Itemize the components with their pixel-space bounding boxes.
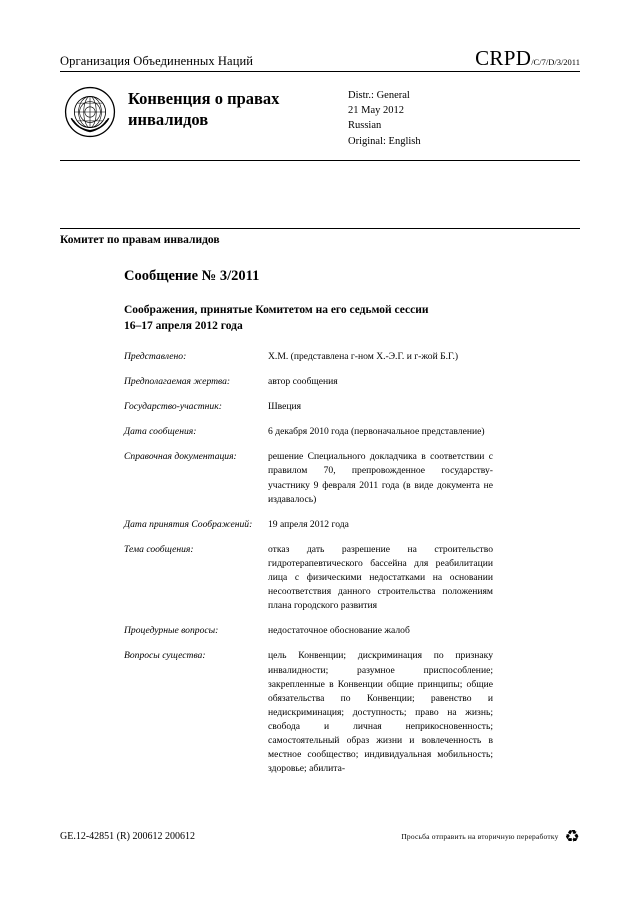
views-heading-line-1: Соображения, принятые Комитетом на его седьмой сессии xyxy=(124,304,429,316)
masthead xyxy=(60,48,580,69)
case-detail-value: 6 декабря 2010 года (первоначальное представление) xyxy=(268,426,485,438)
header-rule-top xyxy=(60,71,580,72)
case-detail-row xyxy=(124,450,554,506)
job-number: GE.12-42851 (R) 200612 200612 xyxy=(60,831,195,842)
recycle-note-text: Просьба отправить на вторичную переработку xyxy=(401,832,559,841)
case-detail-label: Справочная документация: xyxy=(124,451,237,463)
case-detail-label: Дата сообщения: xyxy=(124,426,197,438)
distribution-language: Russian xyxy=(348,120,382,132)
body-rule xyxy=(60,228,580,229)
case-detail-value: недостаточное обоснование жалоб xyxy=(268,625,410,637)
case-detail-row xyxy=(124,400,554,414)
case-detail-row xyxy=(124,375,554,389)
case-detail-label: Предполагаемая жертва: xyxy=(124,376,231,388)
case-detail-row xyxy=(124,518,554,532)
header-rule-bottom xyxy=(60,160,580,161)
document-symbol xyxy=(475,48,580,69)
case-detail-value: решение Специального докладчика в соответствии с правилом 70, препровожденное государству-участнику 9 февраля 2011 года (в виде документа не издавалось) xyxy=(268,451,493,505)
recycle-note xyxy=(401,828,580,845)
title-block xyxy=(60,80,580,149)
recycle-icon: ♻ xyxy=(564,827,580,846)
distribution-original: Original: English xyxy=(348,135,421,147)
case-details xyxy=(124,350,554,787)
views-heading-line-2: 16–17 апреля 2012 года xyxy=(124,320,243,333)
case-detail-label: Представлено: xyxy=(124,351,187,362)
case-detail-row xyxy=(124,624,554,638)
case-detail-value: цель Конвенции; дискриминация по признаку инвалидности; разумное приспособление; закрепленные в Конвенции общие принципы; общие обязательства по Конвенции; равенство и недискриминация; доступность; право на жизнь; свобода и личная неприкосновенность; самостоятельный образ жизни и вовлеченность в местное сообщество; индивидуальная мобильность; здоровье; абилита- xyxy=(268,650,493,775)
document-symbol-main: CRPD xyxy=(475,46,532,70)
page-footer xyxy=(60,828,580,845)
distribution-info xyxy=(348,80,528,149)
case-detail-row xyxy=(124,649,554,776)
case-detail-value: Швеция xyxy=(268,401,302,413)
views-heading xyxy=(124,302,544,335)
case-detail-row xyxy=(124,425,554,439)
convention-title: Конвенция о правах инвалидов xyxy=(128,89,280,130)
case-detail-label: Вопросы существа: xyxy=(124,650,206,662)
distribution-line: Distr.: General xyxy=(348,90,410,101)
un-emblem-icon xyxy=(64,86,116,138)
case-detail-value: Х.М. (представлена г-ном Х.-Э.Г. и г-жой Б.Г.) xyxy=(268,351,459,362)
communication-number: Сообщение № 3/2011 xyxy=(124,268,260,284)
case-detail-value: автор сообщения xyxy=(268,376,338,388)
case-detail-row xyxy=(124,543,554,613)
case-detail-label: Дата принятия Соображений: xyxy=(124,518,253,530)
organization-name: Организация Объединенных Наций xyxy=(60,54,254,68)
distribution-date: 21 May 2012 xyxy=(348,105,404,117)
document-symbol-suffix: /C/7/D/3/2011 xyxy=(531,57,580,67)
committee-name: Комитет по правам инвалидов xyxy=(60,234,220,246)
case-detail-value: 19 апреля 2012 года xyxy=(268,518,349,530)
case-detail-row xyxy=(124,350,554,364)
case-detail-value: отказ дать разрешение на строительство гидротерапевтического бассейна для реабилитации лица с физическими недостатками на основании несоответствия данного строительства положениям плана городского развития xyxy=(268,543,493,612)
case-detail-label: Государство-участник: xyxy=(124,401,222,413)
case-detail-label: Процедурные вопросы: xyxy=(124,625,219,637)
case-detail-label: Тема сообщения: xyxy=(124,543,194,555)
